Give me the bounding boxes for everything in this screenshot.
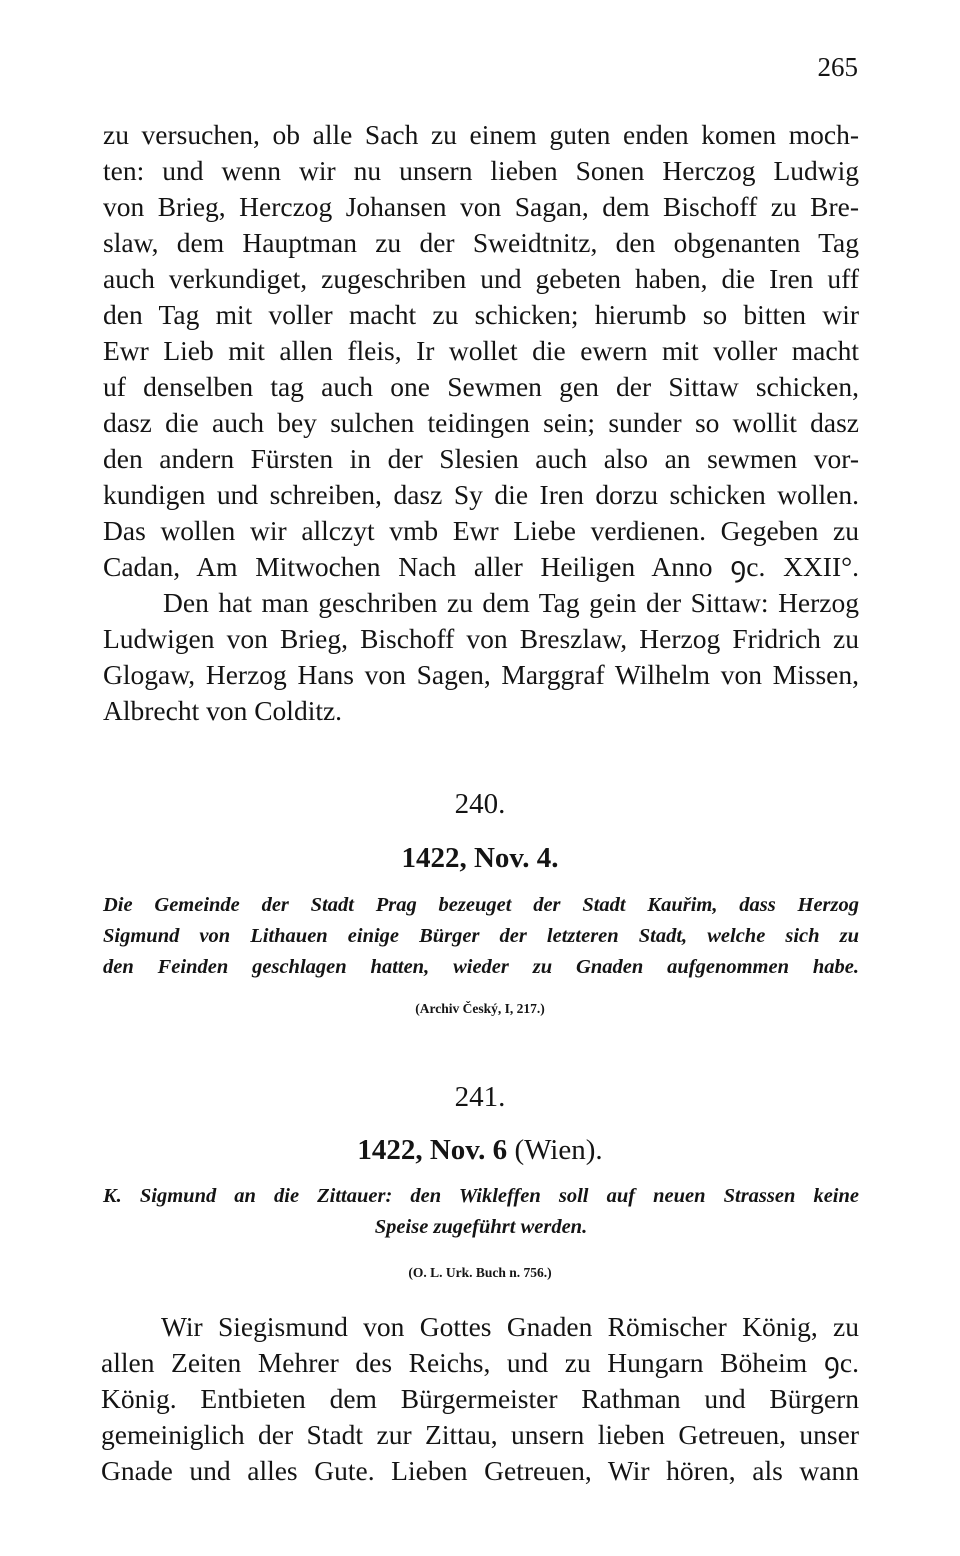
text-line: uf denselben tag auch one Sewmen gen der Sittaw schicken, [103,371,859,402]
text-line: dasz die auch bey sulchen teidingen sein; sunder so wollit dasz [103,407,859,438]
text-line: slaw, dem Hauptman zu der Sweidtnitz, den obgenanten Tag [103,227,859,258]
text-line: Cadan, Am Mitwochen Nach aller Heiligen Anno ꝯc. XXII°. [103,551,859,582]
letter-continuation-paragraph [103,117,859,585]
text-line: zu versuchen, ob alle Sach zu einem guten enden komen moch- [103,119,859,150]
text-line: auch verkundiget, zugeschriben und gebeten haben, die Iren uff [103,263,859,294]
entry-date-240: 1422, Nov. 4. [401,842,559,874]
text-line: den Tag mit voller macht zu schicken; hierumb so bitten wir [103,299,859,330]
text-line: den andern Fürsten in der Slesien auch also an sewmen vor- [103,443,859,474]
text-line: Glogaw, Herzog Hans von Sagen, Marggraf Wilhelm von Missen, [103,659,859,690]
entry-number-241: 241. [454,1081,506,1113]
text-line: Den hat man geschriben zu dem Tag gein der Sittaw: Herzog [163,587,859,618]
text-line: kundigen und schreiben, dasz Sy die Iren dorzu schicken wollen. [103,479,859,510]
text-line: Ewr Lieb mit allen fleis, Ir wollet die ewern mit voller macht [103,335,859,366]
summary-line: K. Sigmund an die Zittauer: den Wikleffen soll auf neuen Strassen keine [103,1185,859,1207]
summary-line: Sigmund von Lithauen einige Bürger der letzteren Stadt, welche sich zu [103,925,859,947]
entry-summary-240 [103,890,859,983]
summary-line: Speise zugeführt werden. [374,1216,588,1238]
page-number: 265 [817,52,858,82]
text-line: Wir Siegismund von Gottes Gnaden Römischer König, zu [161,1311,859,1342]
text-line: Das wollen wir allczyt vmb Ewr Liebe verdienen. Gegeben zu [103,515,859,546]
text-line: gemeiniglich der Stadt zur Zittau, unsern lieben Getreuen, unser [101,1419,859,1450]
entry-summary-241 [103,1181,859,1243]
charter-text-paragraph [101,1309,859,1489]
text-line: König. Entbieten dem Bürgermeister Rathman und Bürgern [101,1383,859,1414]
summary-line: den Feinden geschlagen hatten, wieder zu Gnaden aufgenommen habe. [103,956,859,978]
text-line: Ludwigen von Brieg, Bischoff von Breszlaw, Herzog Fridrich zu [103,623,859,654]
text-line: ten: und wenn wir nu unsern lieben Sonen Herczog Ludwig [103,155,859,186]
text-line: von Brieg, Herczog Johansen von Sagan, dem Bischoff zu Bre- [103,191,859,222]
entry-date-text: 1422, Nov. 6 [357,1134,508,1166]
entry-source-240: (Archiv Český, I, 217.) [415,1001,545,1016]
entry-date-241 [0,1134,960,1167]
text-line: allen Zeiten Mehrer des Reichs, und zu Hungarn Böheim ꝯc. [101,1347,859,1378]
text-line: Gnade und alles Gute. Lieben Getreuen, Wir hören, als wann [101,1455,859,1486]
summary-line: Die Gemeinde der Stadt Prag bezeuget der Stadt Kauřim, dass Herzog [103,894,859,916]
entry-source-241: (O. L. Urk. Buch n. 756.) [408,1265,552,1280]
recipients-note-paragraph [103,585,859,729]
entry-number-240: 240. [454,788,506,820]
entry-date-place: (Wien). [514,1134,603,1166]
text-line: Albrecht von Colditz. [103,695,343,726]
